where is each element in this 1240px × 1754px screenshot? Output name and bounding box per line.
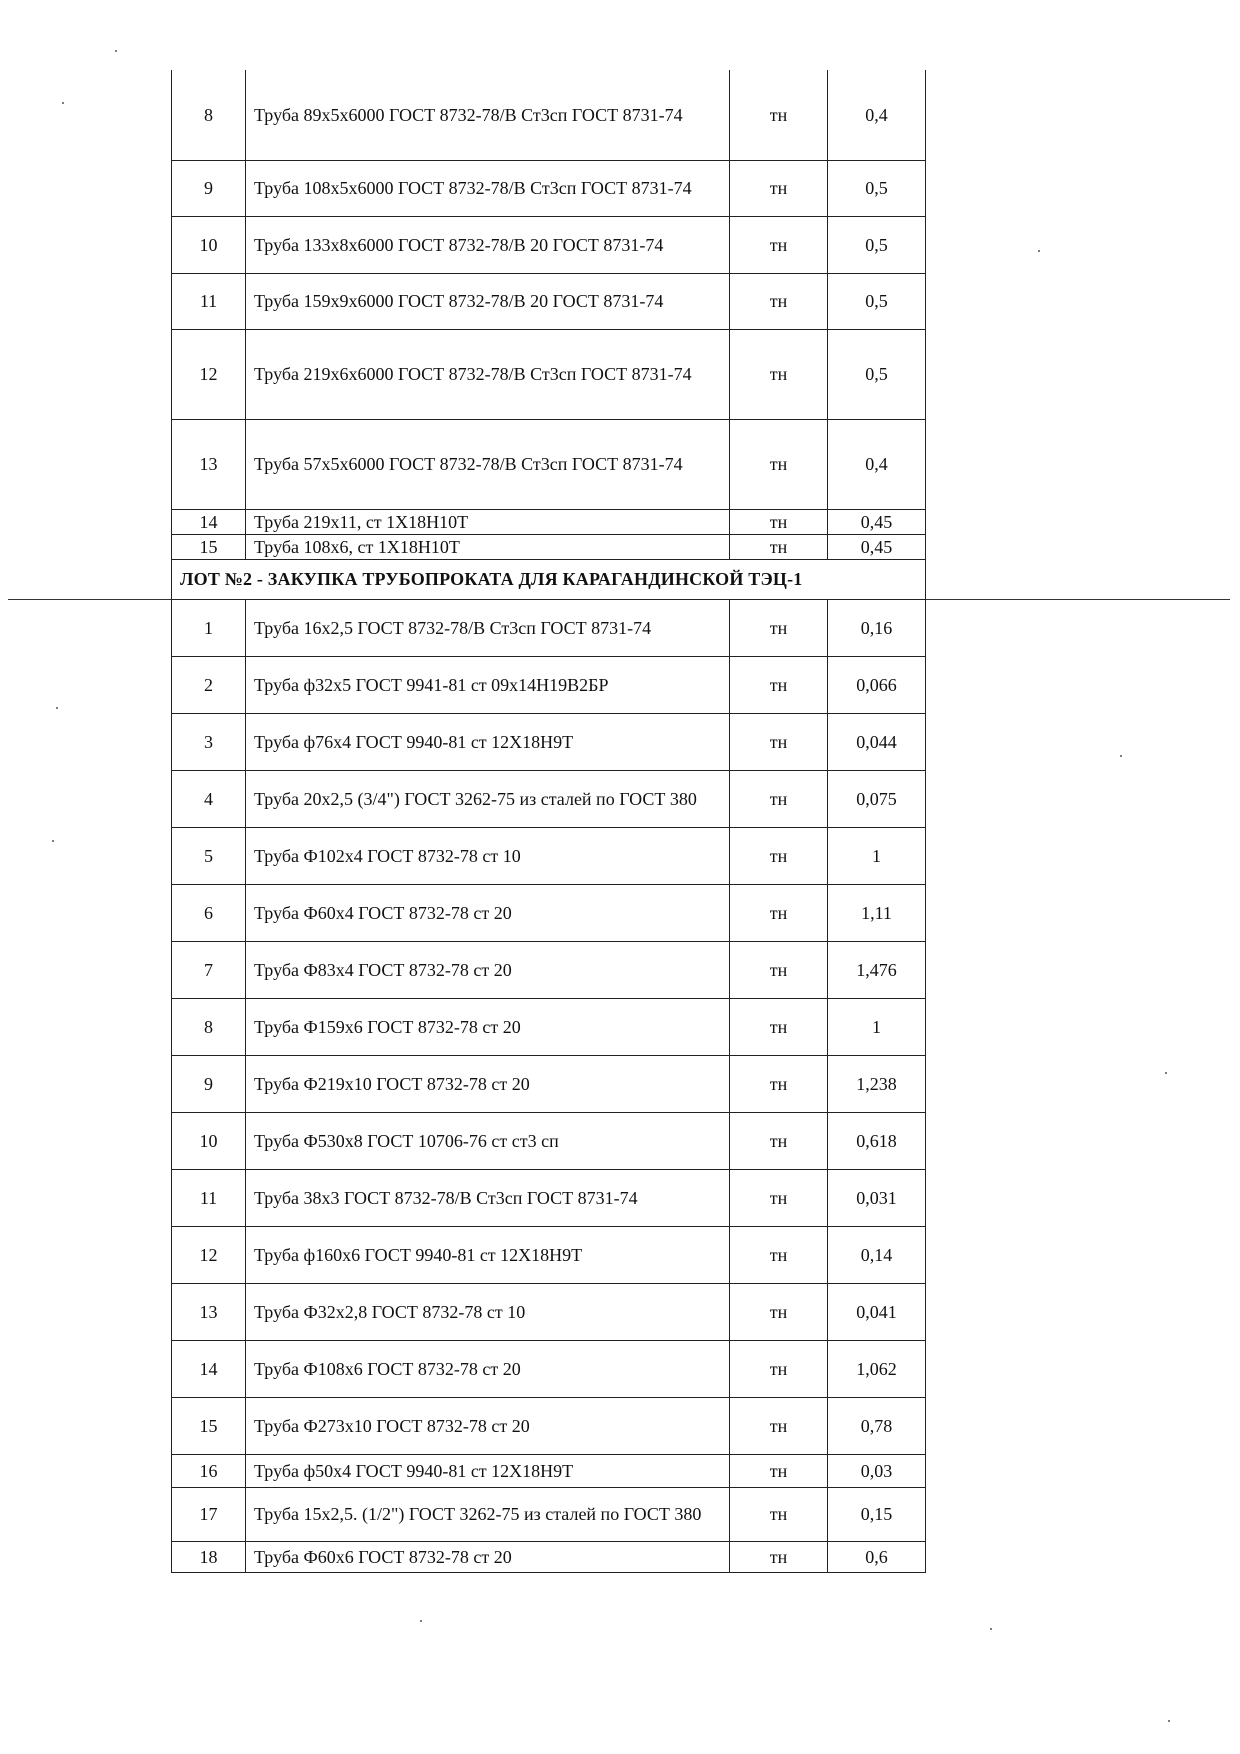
row-number: 11: [172, 1169, 246, 1226]
row-quantity: 0,075: [828, 770, 926, 827]
row-unit: тн: [730, 770, 828, 827]
table-row: [172, 1055, 926, 1112]
row-quantity: 0,16: [828, 599, 926, 656]
row-description: Труба 159х9х6000 ГОСТ 8732-78/В 20 ГОСТ 8731-74: [246, 273, 730, 329]
table-row: [172, 1283, 926, 1340]
row-quantity: 1: [828, 998, 926, 1055]
row-unit: тн: [730, 713, 828, 770]
table-row: [172, 216, 926, 273]
row-description: Труба Ф102х4 ГОСТ 8732-78 ст 10: [246, 827, 730, 884]
table-row: [172, 1340, 926, 1397]
row-unit: тн: [730, 1340, 828, 1397]
row-description: Труба ф50х4 ГОСТ 9940-81 ст 12Х18Н9Т: [246, 1454, 730, 1487]
row-description: Труба 219х6х6000 ГОСТ 8732-78/В Ст3сп ГОСТ 8731-74: [246, 329, 730, 419]
pipe-procurement-table: [171, 70, 926, 1573]
row-description: Труба 133х8х6000 ГОСТ 8732-78/В 20 ГОСТ 8731-74: [246, 216, 730, 273]
row-number: 12: [172, 1226, 246, 1283]
row-unit: тн: [730, 534, 828, 559]
row-unit: тн: [730, 1283, 828, 1340]
row-description: Труба 57х5х6000 ГОСТ 8732-78/В Ст3сп ГОСТ 8731-74: [246, 419, 730, 509]
row-description: Труба Ф60х4 ГОСТ 8732-78 ст 20: [246, 884, 730, 941]
row-quantity: 0,6: [828, 1541, 926, 1572]
scan-speck: [62, 102, 64, 104]
row-description: Труба 108х5х6000 ГОСТ 8732-78/В Ст3сп ГОСТ 8731-74: [246, 160, 730, 216]
row-number: 7: [172, 941, 246, 998]
table-row: [172, 1169, 926, 1226]
row-quantity: 0,044: [828, 713, 926, 770]
row-number: 13: [172, 419, 246, 509]
row-quantity: 0,4: [828, 70, 926, 160]
row-number: 8: [172, 70, 246, 160]
row-quantity: 0,618: [828, 1112, 926, 1169]
row-description: Труба ф32х5 ГОСТ 9941-81 ст 09х14Н19В2БР: [246, 656, 730, 713]
row-quantity: 0,041: [828, 1283, 926, 1340]
row-number: 4: [172, 770, 246, 827]
scan-speck: [1038, 250, 1040, 252]
row-description: Труба Ф530х8 ГОСТ 10706-76 ст ст3 сп: [246, 1112, 730, 1169]
row-quantity: 0,78: [828, 1397, 926, 1454]
row-description: Труба Ф273х10 ГОСТ 8732-78 ст 20: [246, 1397, 730, 1454]
row-number: 18: [172, 1541, 246, 1572]
table-row: [172, 713, 926, 770]
row-number: 3: [172, 713, 246, 770]
lot-heading-row: [172, 559, 926, 599]
table-row: [172, 509, 926, 534]
table-row: [172, 599, 926, 656]
row-description: Труба Ф108х6 ГОСТ 8732-78 ст 20: [246, 1340, 730, 1397]
row-unit: тн: [730, 509, 828, 534]
table-row: [172, 1397, 926, 1454]
row-number: 15: [172, 1397, 246, 1454]
table-row: [172, 998, 926, 1055]
row-number: 16: [172, 1454, 246, 1487]
row-quantity: 1,062: [828, 1340, 926, 1397]
lot-2-title: ЛОТ №2 - ЗАКУПКА ТРУБОПРОКАТА ДЛЯ КАРАГАНДИНСКОЙ ТЭЦ-1: [172, 559, 926, 599]
row-unit: тн: [730, 1055, 828, 1112]
row-quantity: 0,14: [828, 1226, 926, 1283]
row-description: Труба ф76х4 ГОСТ 9940-81 ст 12Х18Н9Т: [246, 713, 730, 770]
row-number: 8: [172, 998, 246, 1055]
row-unit: тн: [730, 160, 828, 216]
row-number: 10: [172, 1112, 246, 1169]
scan-speck: [1168, 1720, 1170, 1722]
table-row: [172, 329, 926, 419]
row-description: Труба 38х3 ГОСТ 8732-78/В Ст3сп ГОСТ 8731-74: [246, 1169, 730, 1226]
row-unit: тн: [730, 1541, 828, 1572]
row-number: 11: [172, 273, 246, 329]
row-quantity: 0,031: [828, 1169, 926, 1226]
table-row: [172, 419, 926, 509]
row-number: 14: [172, 1340, 246, 1397]
row-unit: тн: [730, 827, 828, 884]
scan-speck: [56, 707, 58, 709]
row-number: 12: [172, 329, 246, 419]
row-unit: тн: [730, 216, 828, 273]
row-description: Труба 89х5х6000 ГОСТ 8732-78/В Ст3сп ГОСТ 8731-74: [246, 70, 730, 160]
row-quantity: 0,15: [828, 1487, 926, 1541]
row-quantity: 1: [828, 827, 926, 884]
row-quantity: 0,5: [828, 160, 926, 216]
row-unit: тн: [730, 1112, 828, 1169]
row-number: 17: [172, 1487, 246, 1541]
row-unit: тн: [730, 998, 828, 1055]
row-description: Труба 15х2,5. (1/2") ГОСТ 3262-75 из сталей по ГОСТ 380: [246, 1487, 730, 1541]
row-quantity: 1,11: [828, 884, 926, 941]
row-description: Труба ф160х6 ГОСТ 9940-81 ст 12Х18Н9Т: [246, 1226, 730, 1283]
table-row: [172, 70, 926, 160]
row-description: Труба Ф32х2,8 ГОСТ 8732-78 ст 10: [246, 1283, 730, 1340]
row-description: Труба 108х6, ст 1Х18Н10Т: [246, 534, 730, 559]
row-description: Труба Ф159х6 ГОСТ 8732-78 ст 20: [246, 998, 730, 1055]
row-unit: тн: [730, 273, 828, 329]
row-number: 14: [172, 509, 246, 534]
row-description: Труба 16х2,5 ГОСТ 8732-78/В Ст3сп ГОСТ 8731-74: [246, 599, 730, 656]
row-unit: тн: [730, 329, 828, 419]
scan-speck: [1165, 1072, 1167, 1074]
row-quantity: 0,45: [828, 534, 926, 559]
row-quantity: 0,5: [828, 216, 926, 273]
table-row: [172, 273, 926, 329]
table-row: [172, 884, 926, 941]
row-quantity: 0,066: [828, 656, 926, 713]
row-number: 9: [172, 1055, 246, 1112]
row-quantity: 0,45: [828, 509, 926, 534]
table-row: [172, 1112, 926, 1169]
scan-speck: [990, 1628, 992, 1630]
row-unit: тн: [730, 599, 828, 656]
table-row: [172, 534, 926, 559]
table-row: [172, 1487, 926, 1541]
row-unit: тн: [730, 941, 828, 998]
row-number: 1: [172, 599, 246, 656]
row-quantity: 0,4: [828, 419, 926, 509]
scan-speck: [52, 840, 54, 842]
row-unit: тн: [730, 70, 828, 160]
row-description: Труба Ф83х4 ГОСТ 8732-78 ст 20: [246, 941, 730, 998]
row-description: Труба Ф60х6 ГОСТ 8732-78 ст 20: [246, 1541, 730, 1572]
row-number: 6: [172, 884, 246, 941]
row-number: 9: [172, 160, 246, 216]
table-row: [172, 770, 926, 827]
table-row: [172, 941, 926, 998]
row-unit: тн: [730, 1454, 828, 1487]
scan-speck: [1120, 755, 1122, 757]
row-unit: тн: [730, 1169, 828, 1226]
row-description: Труба 219х11, ст 1Х18Н10Т: [246, 509, 730, 534]
row-number: 5: [172, 827, 246, 884]
row-number: 10: [172, 216, 246, 273]
table-row: [172, 1454, 926, 1487]
row-unit: тн: [730, 1487, 828, 1541]
row-description: Труба Ф219х10 ГОСТ 8732-78 ст 20: [246, 1055, 730, 1112]
row-quantity: 0,03: [828, 1454, 926, 1487]
row-unit: тн: [730, 656, 828, 713]
table-row: [172, 1541, 926, 1572]
table-row: [172, 827, 926, 884]
row-number: 13: [172, 1283, 246, 1340]
row-quantity: 1,238: [828, 1055, 926, 1112]
row-quantity: 0,5: [828, 273, 926, 329]
row-number: 2: [172, 656, 246, 713]
row-unit: тн: [730, 1226, 828, 1283]
row-unit: тн: [730, 884, 828, 941]
scan-speck: [115, 50, 117, 52]
table-row: [172, 656, 926, 713]
table-row: [172, 160, 926, 216]
scan-speck: [420, 1620, 422, 1622]
row-unit: тн: [730, 1397, 828, 1454]
row-quantity: 1,476: [828, 941, 926, 998]
table-row: [172, 1226, 926, 1283]
row-description: Труба 20х2,5 (3/4") ГОСТ 3262-75 из сталей по ГОСТ 380: [246, 770, 730, 827]
row-quantity: 0,5: [828, 329, 926, 419]
row-unit: тн: [730, 419, 828, 509]
row-number: 15: [172, 534, 246, 559]
